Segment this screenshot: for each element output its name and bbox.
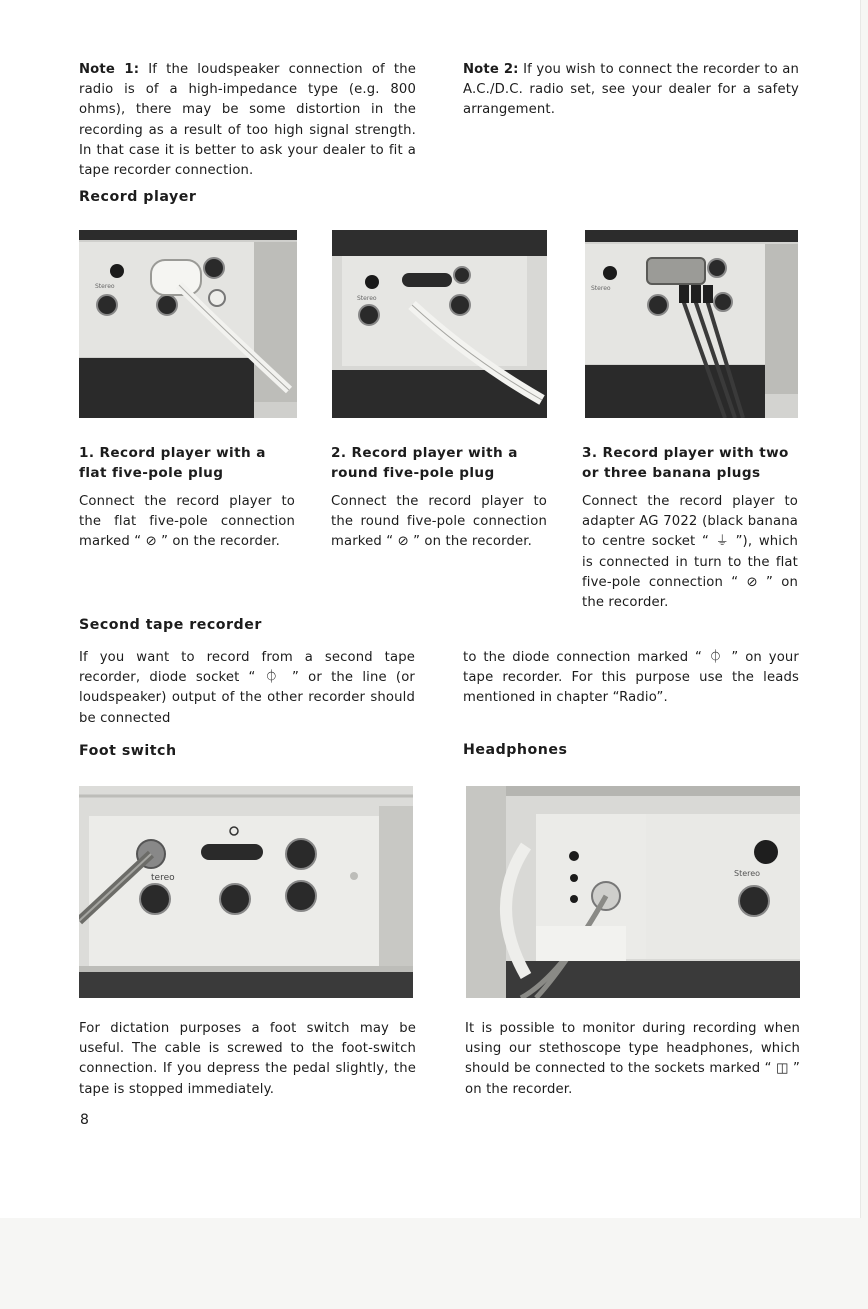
photo-flat-plug bbox=[79, 230, 297, 418]
item-1-text: Connect the record player to the flat five-pole connection marked “ ⊘ ” on the recorder. bbox=[79, 494, 295, 550]
item-2-text: Connect the record player to the round five-pole connection marked “ ⊘ ” on the recorder. bbox=[331, 494, 547, 550]
headphones-stereo-label: Stereo bbox=[734, 869, 761, 878]
note-2 bbox=[463, 60, 799, 121]
second-tape-heading: Second tape recorder bbox=[79, 617, 262, 633]
foot-switch-text: For dictation purposes a foot switch may be useful. The cable is screwed to the foot-switch connection. If you depress the pedal slightly, the tape is stopped immediately. bbox=[79, 1021, 416, 1097]
photo-1-stereo-label: Stereo bbox=[95, 283, 115, 290]
item-3-text: Connect the record player to adapter AG 7022 (black banana to centre socket “ ⏚ ”), which is connected in turn to the flat five-pole connection “ ⊘ ” on the recorder. bbox=[582, 494, 798, 611]
photo-foot-switch bbox=[79, 786, 413, 998]
page-number: 8 bbox=[80, 1112, 89, 1128]
photo-headphones bbox=[466, 786, 800, 998]
note-1-label: Note 1: bbox=[79, 62, 140, 77]
item-2-title: 2. Record player with a round five-pole plug bbox=[331, 445, 518, 482]
foot-switch-heading: Foot switch bbox=[79, 743, 177, 759]
second-tape-text-left: If you want to record from a second tape recorder, diode socket “ ⏀ ” or the line (or loudspeaker) output of the other recorder should be connected bbox=[79, 650, 415, 726]
photo-round-plug bbox=[332, 230, 547, 418]
item-1-title: 1. Record player with a flat five-pole plug bbox=[79, 445, 266, 482]
headphones-text: It is possible to monitor during recording when using our stethoscope type headphones, which should be connected to the sockets marked “ ◫ ” on the recorder. bbox=[465, 1021, 800, 1097]
photo-2-stereo-label: Stereo bbox=[357, 295, 377, 302]
note-1 bbox=[79, 60, 416, 181]
headphones-heading: Headphones bbox=[463, 742, 568, 758]
item-3-title: 3. Record player with two or three banana plugs bbox=[582, 445, 789, 482]
note-2-text: If you wish to connect the recorder to an A.C./D.C. radio set, see your dealer for a safety arrangement. bbox=[463, 62, 800, 118]
photo-3-stereo-label: Stereo bbox=[591, 285, 611, 292]
second-tape-text-right: to the diode connection marked “ ⏀ ” on your tape recorder. For this purpose use the leads mentioned in chapter “Radio”. bbox=[463, 650, 799, 706]
note-1-text: If the loudspeaker connection of the radio is of a high-impedance type (e.g. 800 ohms), there may be some distortion in the recording as a result of too high signal strength. In that case it is better to ask your dealer to fit a tape recorder connection. bbox=[79, 62, 417, 179]
record-player-heading: Record player bbox=[79, 189, 197, 205]
foot-switch-stereo-label: tereo bbox=[151, 873, 175, 883]
photo-banana-plugs bbox=[585, 230, 798, 418]
note-2-label: Note 2: bbox=[463, 62, 519, 77]
